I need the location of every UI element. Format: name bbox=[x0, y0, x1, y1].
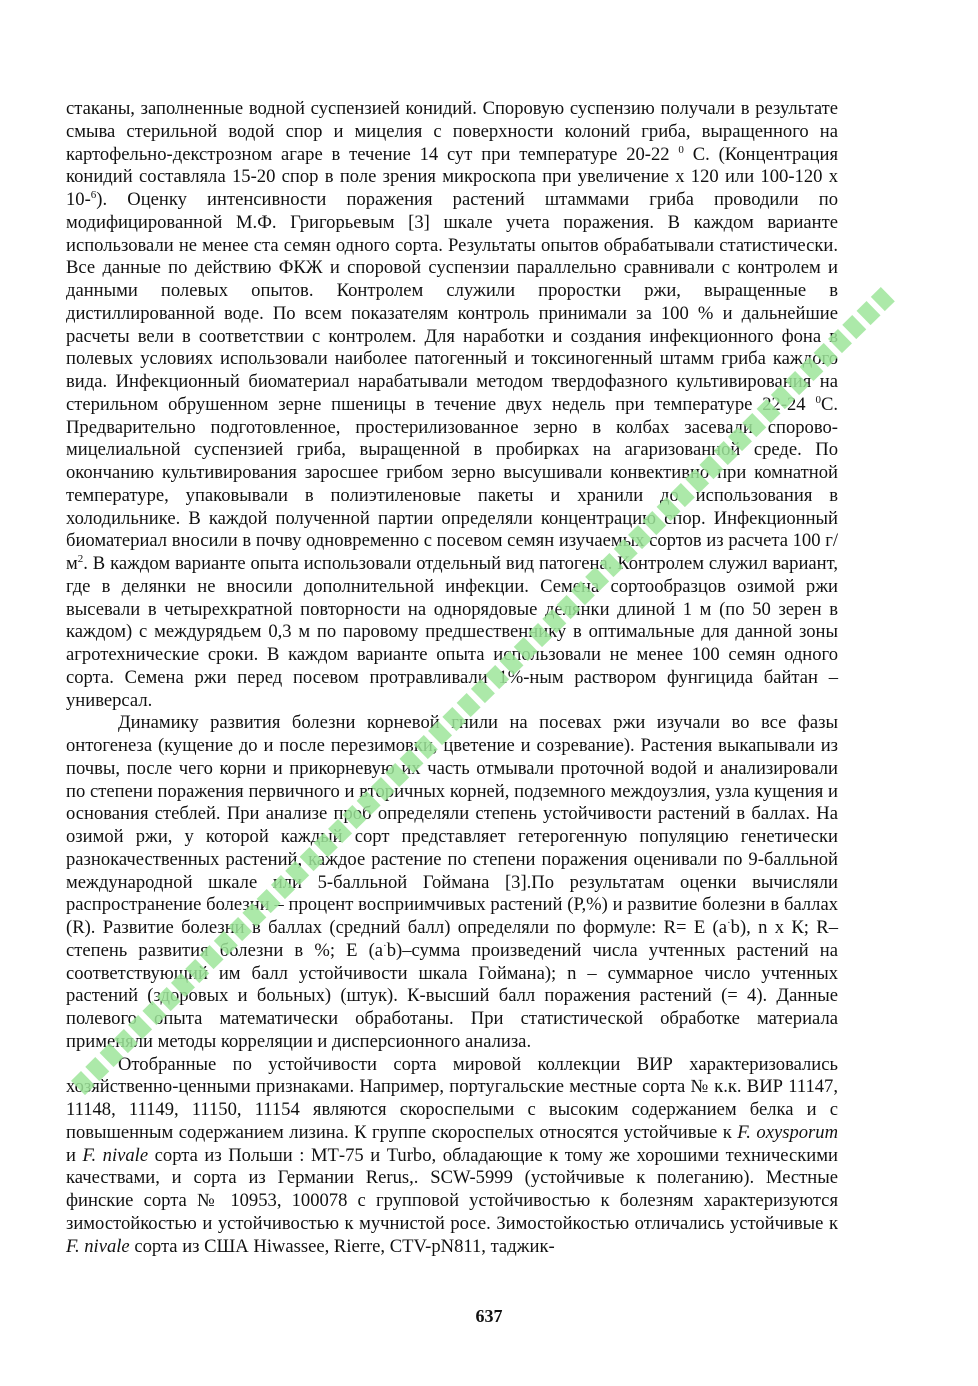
text-run: . В каждом варианте опыта использовали отдельный вид патогена. Контролем служил вариант, где в делянки не вносили дополнительной инфекции. Семена сортообразцов озимой ржи высевали в четырехкратной повторности на однорядовые делянки длиной 1 м (по 50 зерен в каждом) с междурядьем 0,3 м по паровому предшественнику в оптимальные для данной зоны агротехнические сроки. В каждом варианте опыта использовали не менее 100 семян одного сорта. Семена ржи перед посевом протравливали 1%-ным раствором фунгицида байтан – универсал. bbox=[66, 553, 838, 711]
text-run: b)–сумма произведений числа учтенных растений на соответствующий им балл устойчивости шкала Гоймана); n – суммарное число учтенных растений (здоровых и больных) (штук). К-высший балл поражения растений (= 4). Данные полевого опыта математически обработаны. При статистической обработке материала применяли методы корреляции и дисперсионного анализа. bbox=[66, 939, 838, 1052]
paragraph bbox=[66, 98, 838, 712]
paragraph bbox=[66, 1054, 838, 1259]
text-run: сорта из Польши : МТ-75 и Turbo, обладающие к тому же хорошими техническими качествами, и сорта из Германии Rerus,. SCW-5999 (устойчивые к полеганию). Местные финские сорта № 10953, 100078 с групповой устойчивостью к болезням характеризуются зимостойкостью и устойчивостью к мучнистой росе. Зимостойкостью отличались устойчивые к bbox=[66, 1144, 838, 1234]
page-number: 637 bbox=[475, 1306, 503, 1326]
italic-text: F. nivale bbox=[66, 1235, 130, 1257]
text-run: С. (Концентрация конидий составляла 15-20 спор в поле зрения микроскопа при увеличение х 120 или 100-120 х 10- bbox=[66, 143, 839, 210]
text-run: Динамику развития болезни корневой гнили на посевах ржи изучали во все фазы онтогенеза (кущение до и после перезимовки, цветение и созревание). Растения выкапывали из почвы, после чего корни и прикорневую их часть отмывали проточной водой и анализировали по степени поражения первичного и вторичных корней, подземного междоузлия, узла кущения и основания стеблей. При анализе проб определяли степень устойчивости растений в баллах. На озимой ржи, у которой каждый сорт представляет гетерогенную популяцию генетически разнокачественных растений, каждое растение по степени поражения оценивали по 9-балльной международной шкале или 5-балльной Гоймана [3].По результатам оценки вычисляли распространение болезни – процент восприимчивых растений (Р,%) и развитие болезни в баллах (R). Развитие болезни в баллах (средний балл) определяли по формуле: R= Е (а bbox=[66, 712, 838, 938]
superscript: · bbox=[727, 917, 731, 929]
superscript: 0 bbox=[678, 143, 684, 156]
italic-text: F. oxysporum bbox=[737, 1121, 838, 1143]
body-text bbox=[66, 98, 838, 1258]
italic-text: F. nivale bbox=[82, 1144, 149, 1166]
superscript: 2 bbox=[77, 553, 84, 565]
text-run: Отобранные по устойчивости сорта мировой коллекции ВИР характеризовались хозяйственно-ценными признаками. Например, португальские местные сорта № к.к. ВИР 11147, 11148, 11149, 11150, 11154 являются скороспелыми с высоким содержанием белка и с повышенным содержанием лизина. К группе скороспелых относятся устойчивые к bbox=[66, 1053, 838, 1143]
paragraph bbox=[66, 712, 838, 1053]
superscript: · bbox=[383, 939, 387, 952]
text-run: С. Предварительно подготовленное, простерилизованное зерно в колбах засевали спорово-мицелиальной суспензией гриба, выращенной в пробирках на агаризованной среде. По окончанию культивирования заросшее грибом зерно высушивали конвективно при комнатной температуре, упаковывали в полиэтиленовые пакеты и хранили до использования в холодильнике. В каждой полученной партии определяли концентрацию спор. Инфекционный биоматериал вносили в почву одновременно с посевом семян изучаемых сортов из расчета 100 г/м bbox=[66, 393, 838, 574]
text-run: b), n x К; R–степень развития болезни в %; Е (а bbox=[66, 917, 839, 961]
text-run: ). Оценку интенсивности поражения растений штаммами гриба проводили по модифицированной М.Ф. Григорьевым [3] шкале учета поражения. В каждом варианте использовали не менее ста семян одного сорта. Результаты опытов обрабатывали статистически. Все данные по действию ФКЖ и споровой суспензии параллельно сравнивали с контролем и данными полевых опытов. Контролем служили проростки ржи, выращенные в дистиллированной воде. По всем показателям контроль принимали за 100 % и дальнейшие расчеты вели в соответствии с контролем. Для наработки и создания инфекционного фона в полевых условиях использовали наиболее патогенный и токсиногенный штамм гриба каждого вида. Инфекционный биоматериал нарабатывали методом твердофазного культивирования на стерильном обрушенном зерне пшеницы в течение двух недель при температуре 22-24 bbox=[66, 189, 838, 415]
text-run: стаканы, заполненные водной суспензией конидий. Споровую суспензию получали в результате смыва стерильной водой спор и мицелия с поверхности колоний гриба, выращенного на картофельно-декстрозном агаре в течение 14 сут при температуре 20-22 bbox=[66, 98, 838, 165]
text-run: сорта из США Hiwassee, Rierre, CTV-pN811, таджик- bbox=[129, 1235, 555, 1257]
superscript: 6 bbox=[90, 189, 97, 201]
superscript: 0 bbox=[815, 393, 821, 406]
text-run: и bbox=[66, 1144, 83, 1166]
